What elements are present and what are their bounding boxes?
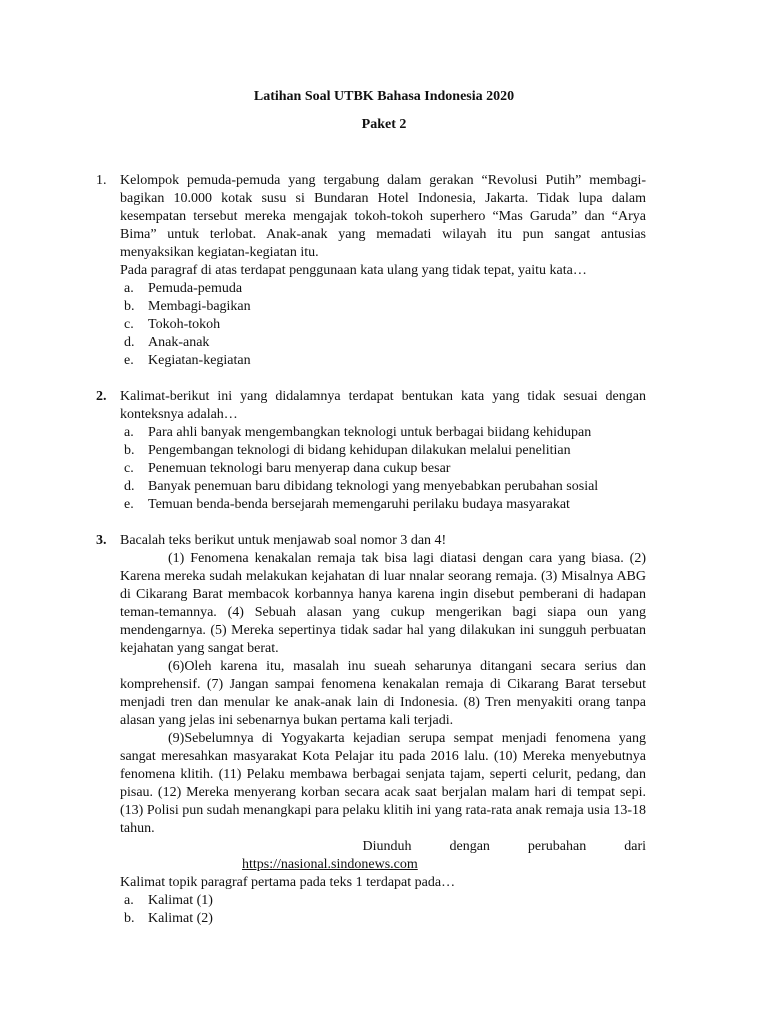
question-prompt: Kalimat topik paragraf pertama pada teks 1 terdapat pada… [120,875,456,890]
option-text: Tokoh-tokoh [148,317,221,332]
option-text: Penemuan teknologi baru menyerap dana cukup besar [148,461,451,476]
question-text: Kelompok pemuda-pemuda yang tergabung dalam gerakan “Revolusi Putih” membagi-bagikan 10.000 kotak susu si Bundaran Hotel Indonesia, Jakarta. Tidak lupa dalam kesempatan tersebut mereka mengajak tokoh-tokoh superhero “Mas Garuda” dan “Arya Bima” untuk terlobat. Anak-anak yang memadati wilayah itu pun sangat antusias menyaksikan kegiatan-kegiatan itu. [120,173,646,260]
option-text: Para ahli banyak mengembangkan teknologi untuk berbagai biidang kehidupan [148,425,592,440]
option-text: Anak-anak [148,335,210,350]
option-letter: c. [124,461,134,476]
question-text: Kalimat-berikut ini yang didalamnya terdapat bentukan kata yang tidak sesuai dengan konteksnya adalah… [120,389,646,422]
option-b[interactable] [120,442,646,460]
option-letter: d. [124,479,135,494]
question-number: 2. [96,389,107,404]
question-intro: Bacalah teks berikut untuk menjawab soal nomor 3 dan 4! [120,533,447,548]
question-body [120,388,646,514]
option-text: Pengembangan teknologi di bidang kehidupan dilakukan melalui penelitian [148,443,571,458]
option-letter: d. [124,335,135,350]
option-letter: e. [124,497,134,512]
reading-paragraph-2: (6)Oleh karena itu, masalah inu sueah seharunya ditangani secara serius dan komprehensif. (7) Jangan sampai fenomena kenakalan remaja di Cikarang Barat tersebut menjadi tren dan menular ke anak-anak lain di Indonesia. (8) Tren menyakiti orang tanpa alasan yang jelas ini sebenarnya bukan pertama kali terjadi. [120,659,646,728]
option-text: Kalimat (1) [148,893,213,908]
option-letter: a. [124,281,134,296]
source-word: dengan [449,839,490,854]
question-prompt: Pada paragraf di atas terdapat penggunaan kata ulang yang tidak tepat, yaitu kata… [120,263,587,278]
option-text: Temuan benda-benda bersejarah memengaruhi perilaku budaya masyarakat [148,497,570,512]
answer-options [120,424,646,514]
question-1 [96,172,646,370]
source-attribution [120,838,646,856]
source-word: dari [624,839,646,854]
option-letter: b. [124,443,135,458]
option-text: Membagi-bagikan [148,299,251,314]
option-a[interactable] [120,892,646,910]
source-link[interactable]: https://nasional.sindonews.com [242,857,418,872]
option-letter: b. [124,911,135,926]
answer-options [120,280,646,370]
reading-paragraph-1: (1) Fenomena kenakalan remaja tak bisa lagi diatasi dengan cara yang biasa. (2) Karena mereka sudah melakukan kejahatan di luar nnalar seorang remaja. (3) Misalnya ABG di Cikarang Barat membacok korbannya hanya karena ingin disebut pemberani di hadapan teman-temannya. (4) Sebuah alasan yang cukup mengerikan bagi siapa oun yang mendengarnya. (5) Mereka sepertinya tidak sadar hal yang dilakukan ini sungguh perbuatan kejahatan yang sangat berat. [120,551,646,656]
document-subtitle: Paket 2 [361,117,407,132]
question-2 [96,388,646,514]
question-body [120,532,646,928]
question-number: 1. [96,173,107,188]
option-letter: b. [124,299,135,314]
option-b[interactable] [120,910,646,928]
option-text: Kegiatan-kegiatan [148,353,251,368]
option-d[interactable] [120,478,646,496]
option-a[interactable] [120,280,646,298]
option-c[interactable] [120,316,646,334]
source-word: perubahan [527,839,587,854]
option-text: Pemuda-pemuda [148,281,243,296]
document-title: Latihan Soal UTBK Bahasa Indonesia 2020 [253,89,515,104]
option-e[interactable] [120,496,646,514]
option-letter: c. [124,317,134,332]
option-letter: a. [124,893,134,908]
question-body [120,172,646,370]
option-e[interactable] [120,352,646,370]
reading-paragraph-3: (9)Sebelumnya di Yogyakarta kejadian serupa sempat menjadi fenomena yang sangat meresahkan masyarakat Kota Pelajar itu pada 2016 lalu. (10) Mereka menyebutnya fenomena klitih. (11) Pelaku membawa berbagai senjata tajam, seperti celurit, pedang, dan pisau. (12) Mereka menyerang korban secara acak saat berjalan malam hari di tempat sepi. (13) Polisi pun sudah menangkapi para pelaku klitih ini yang rata-rata anak remaja usia 13-18 tahun. [120,731,646,836]
source-word: Diunduh [362,839,412,854]
option-c[interactable] [120,460,646,478]
question-number: 3. [96,533,107,548]
option-b[interactable] [120,298,646,316]
question-3 [96,532,646,928]
answer-options [120,892,646,928]
option-letter: a. [124,425,134,440]
option-text: Kalimat (2) [148,911,213,926]
option-text: Banyak penemuan baru dibidang teknologi yang menyebabkan perubahan sosial [148,479,599,494]
option-letter: e. [124,353,134,368]
option-a[interactable] [120,424,646,442]
option-d[interactable] [120,334,646,352]
